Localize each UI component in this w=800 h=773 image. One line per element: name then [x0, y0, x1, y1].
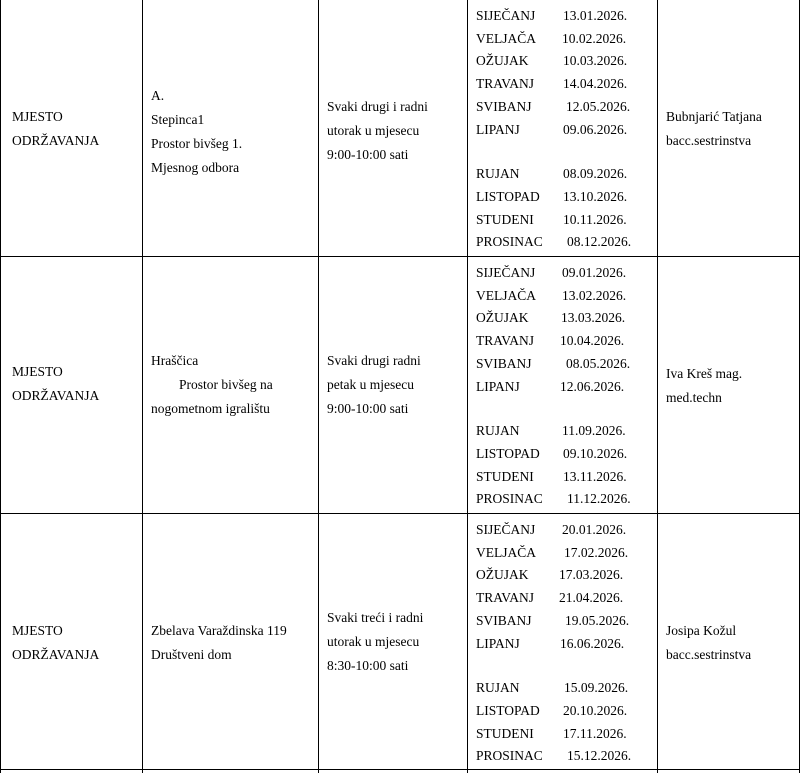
schedule-line: 8:30-10:00 sati — [327, 658, 409, 673]
address-line: Zbelava Varaždinska 119 — [151, 623, 287, 638]
schedule-line: 9:00-10:00 sati — [327, 401, 409, 416]
month-label: PROSINAC — [476, 491, 543, 507]
location-label-line: MJESTO — [12, 623, 63, 638]
date-value: 10.03.2026. — [563, 53, 628, 69]
month-label: STUDENI — [476, 211, 534, 227]
date-value: 13.11.2026. — [563, 468, 627, 484]
nurse-name: Iva Kreš mag. — [666, 366, 743, 381]
date-value: 12.05.2026. — [566, 98, 631, 114]
date-value: 16.06.2026. — [560, 635, 625, 651]
date-value: 15.12.2026. — [567, 748, 632, 764]
nurse-cell — [666, 619, 796, 667]
month-label: LIPANJ — [476, 121, 520, 137]
address-cell — [151, 84, 316, 180]
schedule-cell — [327, 95, 464, 167]
month-label: LISTOPAD — [476, 445, 540, 461]
date-value: 10.04.2026. — [560, 333, 625, 349]
date-value: 08.12.2026. — [567, 234, 632, 250]
nurse-name: Josipa Kožul — [666, 623, 737, 638]
month-label: VELJAČA — [476, 30, 536, 46]
month-label: OŽUJAK — [476, 567, 529, 583]
month-label: LIPANJ — [476, 635, 520, 651]
address-line: Prostor bivšeg na — [179, 377, 273, 392]
month-label: SIJEČANJ — [476, 522, 536, 537]
month-label: SIJEČANJ — [476, 8, 536, 23]
location-label-line: ODRŽAVANJA — [12, 647, 100, 662]
schedule-line: petak u mjesecu — [327, 377, 414, 392]
row-divider — [0, 256, 800, 257]
schedule-line: utorak u mjesecu — [327, 634, 420, 649]
month-label: OŽUJAK — [476, 53, 529, 69]
month-label: SVIBANJ — [476, 612, 532, 628]
nurse-cell — [666, 105, 796, 153]
date-value: 15.09.2026. — [564, 680, 629, 696]
date-value: 13.10.2026. — [563, 188, 628, 204]
month-label: LIPANJ — [476, 378, 520, 394]
date-value: 17.02.2026. — [564, 544, 629, 560]
date-value: 09.10.2026. — [563, 445, 628, 461]
schedule-line: utorak u mjesecu — [327, 123, 420, 138]
address-cell — [151, 619, 316, 667]
address-line: Stepinca1 — [151, 112, 205, 127]
month-label: OŽUJAK — [476, 310, 529, 326]
address-line: Mjesnog odbora — [151, 160, 240, 175]
address-line: Društveni dom — [151, 647, 232, 662]
month-label: LISTOPAD — [476, 188, 540, 204]
month-label: VELJAČA — [476, 544, 536, 560]
date-value: 08.05.2026. — [566, 355, 631, 371]
location-label-line: MJESTO — [12, 109, 63, 124]
table-border-left — [0, 0, 1, 773]
schedule-cell — [327, 606, 464, 678]
column-divider — [142, 0, 143, 773]
month-label: LISTOPAD — [476, 702, 540, 718]
row-divider — [0, 769, 800, 770]
date-value: 10.11.2026. — [563, 211, 627, 227]
address-line: A. — [151, 88, 165, 103]
row-divider — [0, 513, 800, 514]
date-value: 21.04.2026. — [559, 590, 624, 606]
date-value: 20.10.2026. — [563, 702, 628, 718]
address-line: Hraščica — [151, 353, 199, 368]
month-label: VELJAČA — [476, 287, 536, 303]
location-label — [12, 360, 137, 408]
nurse-title: med.techn — [666, 390, 722, 405]
month-label: STUDENI — [476, 725, 534, 741]
date-value: 11.09.2026. — [562, 423, 626, 439]
month-label: SVIBANJ — [476, 355, 532, 371]
month-label: TRAVANJ — [476, 333, 535, 349]
month-label: SVIBANJ — [476, 98, 532, 114]
date-value: 13.03.2026. — [561, 310, 626, 326]
date-value: 14.04.2026. — [563, 76, 628, 92]
month-label: STUDENI — [476, 468, 534, 484]
location-label — [12, 619, 137, 667]
schedule-cell — [327, 349, 464, 421]
address-cell — [151, 349, 316, 421]
date-value: 17.03.2026. — [559, 567, 624, 583]
nurse-title: bacc.sestrinstva — [666, 133, 752, 148]
column-divider — [318, 0, 319, 773]
column-divider — [467, 0, 468, 773]
date-value: 12.06.2026. — [560, 378, 625, 394]
date-value: 13.01.2026. — [563, 8, 628, 23]
month-label: RUJAN — [476, 166, 520, 182]
schedule-line: 9:00-10:00 sati — [327, 147, 409, 162]
date-value: 10.02.2026. — [562, 30, 627, 46]
month-label: PROSINAC — [476, 748, 543, 764]
date-value: 19.05.2026. — [565, 612, 630, 628]
column-divider — [657, 0, 658, 773]
location-label-line: MJESTO — [12, 364, 63, 379]
month-label: SIJEČANJ — [476, 265, 536, 280]
schedule-line: Svaki drugi radni — [327, 353, 421, 368]
location-label-line: ODRŽAVANJA — [12, 133, 100, 148]
month-label: TRAVANJ — [476, 590, 535, 606]
date-value: 11.12.2026. — [567, 491, 631, 507]
date-value: 09.06.2026. — [563, 121, 628, 137]
schedule-line: Svaki drugi i radni — [327, 99, 428, 114]
month-label: RUJAN — [476, 680, 520, 696]
month-label: PROSINAC — [476, 234, 543, 250]
date-value: 09.01.2026. — [562, 265, 627, 280]
address-line: nogometnom igralištu — [151, 401, 270, 416]
schedule-line: Svaki treći i radni — [327, 610, 424, 625]
location-label — [12, 105, 137, 153]
month-label: RUJAN — [476, 423, 520, 439]
address-line: Prostor bivšeg 1. — [151, 136, 243, 151]
month-label: TRAVANJ — [476, 76, 535, 92]
nurse-cell — [666, 362, 796, 410]
nurse-name: Bubnjarić Tatjana — [666, 109, 762, 124]
date-value: 17.11.2026. — [563, 725, 627, 741]
date-value: 08.09.2026. — [563, 166, 628, 182]
date-value: 13.02.2026. — [562, 287, 627, 303]
location-label-line: ODRŽAVANJA — [12, 388, 100, 403]
date-value: 20.01.2026. — [562, 522, 627, 537]
nurse-title: bacc.sestrinstva — [666, 647, 752, 662]
